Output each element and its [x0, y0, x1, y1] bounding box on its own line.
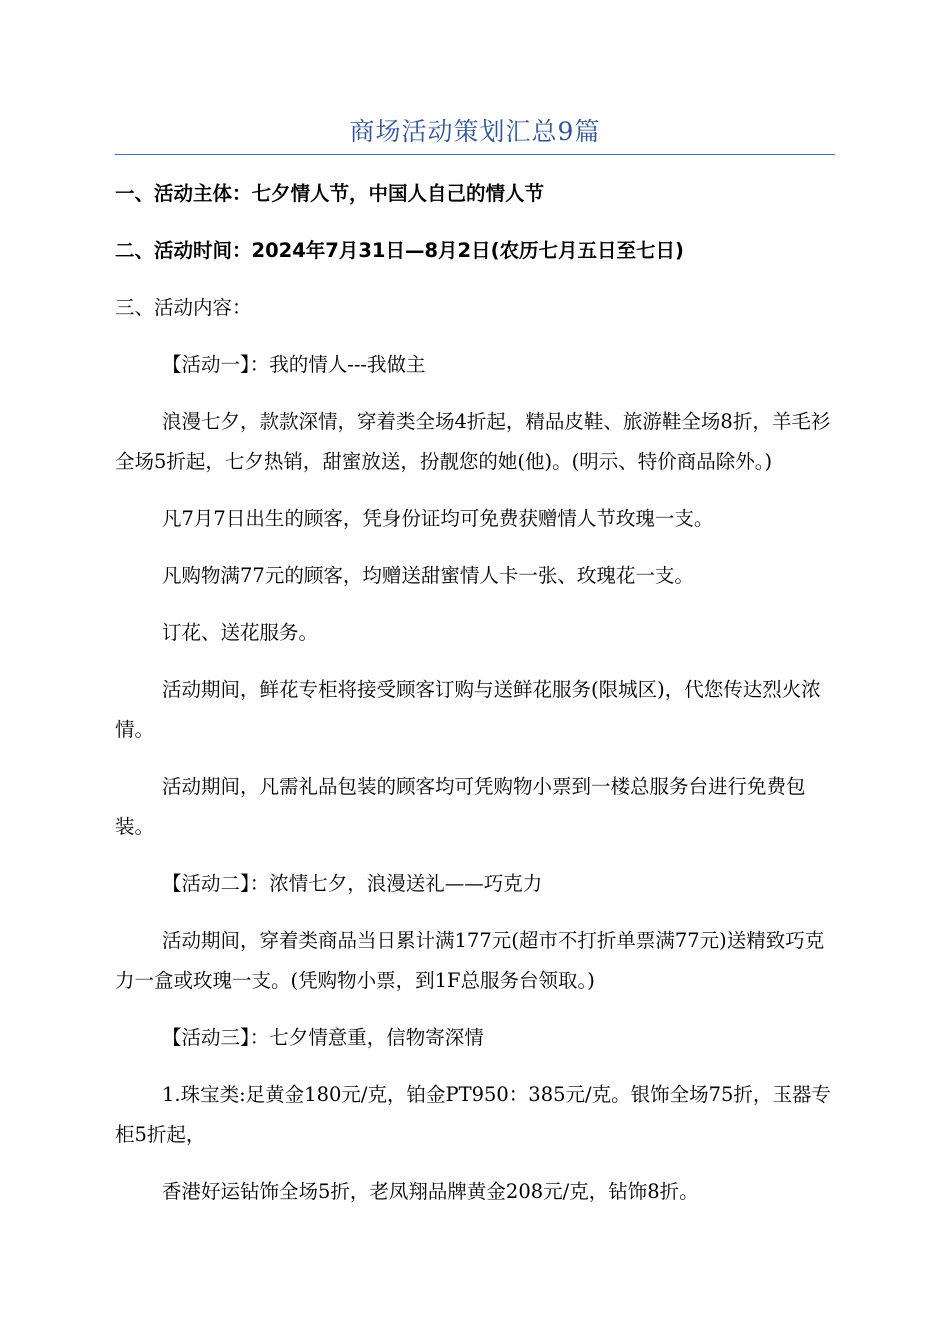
- document-title: 商场活动策划汇总9篇: [349, 117, 601, 146]
- section-heading-time: 二、活动时间：2024年7月31日—8月2日(农历七月五日至七日): [115, 239, 684, 262]
- activity-two-paragraph: 活动期间，穿着类商品当日累计满177元(超市不打折单票满77元)送精致巧克力一盒或玫瑰一支。(凭购物小票，到1F总服务台领取。): [115, 929, 825, 992]
- jewelry-paragraph: 1.珠宝类:足黄金180元/克，铂金PT950：385元/克。银饰全场75折，玉器专柜5折起，: [115, 1083, 831, 1146]
- activity-one-heading: 【活动一】：我的情人---我做主: [162, 353, 426, 376]
- activity-one-paragraph: 浪漫七夕，款款深情，穿着类全场4折起，精品皮鞋、旅游鞋全场8折，羊毛衫全场5折起，七夕热销，甜蜜放送，扮靓您的她(他)。(明示、特价商品除外。): [115, 410, 831, 473]
- document-body: [115, 174, 835, 1229]
- purchase-gift-paragraph: 凡购物满77元的顾客，均赠送甜蜜情人卡一张、玫瑰花一支。: [162, 564, 694, 587]
- flower-delivery-paragraph: 活动期间，鲜花专柜将接受顾客订购与送鲜花服务(限城区)，代您传达烈火浓情。: [115, 678, 821, 741]
- diamond-paragraph: 香港好运钻饰全场5折，老凤翔品牌黄金208元/克，钻饰8折。: [162, 1180, 699, 1203]
- section-heading-content: 三、活动内容：: [115, 296, 252, 319]
- section-heading-subject: 一、活动主体：七夕情人节，中国人自己的情人节: [115, 182, 545, 205]
- activity-two-heading: 【活动二】：浓情七夕，浪漫送礼——巧克力: [162, 872, 543, 895]
- birthday-gift-paragraph: 凡7月7日出生的顾客，凭身份证均可免费获赠情人节玫瑰一支。: [162, 507, 714, 530]
- title-underline: [115, 154, 835, 155]
- activity-three-heading: 【活动三】：七夕情意重，信物寄深情: [162, 1026, 484, 1049]
- flower-service-paragraph: 订花、送花服务。: [162, 621, 319, 644]
- gift-wrap-paragraph: 活动期间，凡需礼品包装的顾客均可凭购物小票到一楼总服务台进行免费包装。: [115, 775, 806, 838]
